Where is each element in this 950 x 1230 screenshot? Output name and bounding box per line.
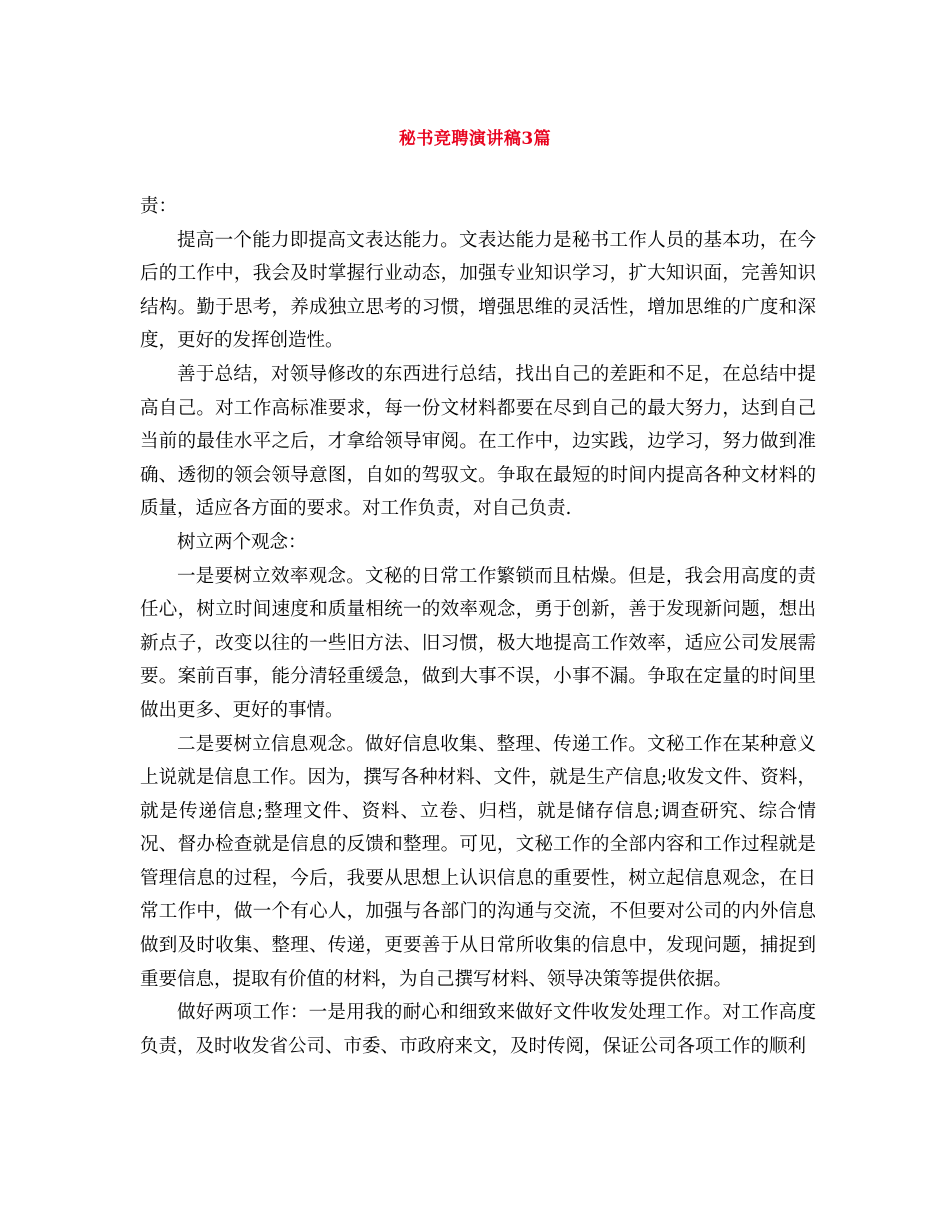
paragraph-1: 责： xyxy=(140,196,178,217)
paragraph-5: 一是要树立效率观念。文秘的日常工作繁锁而且枯燥。但是，我会用高度的责任心，树立时间速度和质量相统一的效率观念，勇于创新，善于发现新问题，想出新点子，改变以往的一些旧方法、旧习惯，极大地提高工作效率，适应公司发展需要。案前百事，能分清轻重缓急，做到大事不误，小事不漏。争取在定量的时间里做出更多、更好的事情。 xyxy=(140,565,816,721)
paragraph-6: 二是要树立信息观念。做好信息收集、整理、传递工作。文秘工作在某种意义上说就是信息工作。因为，撰写各种材料、文件，就是生产信息;收发文件、资料，就是传递信息;整理文件、资料、立卷、归档，就是储存信息;调查研究、综合情况、督办检查就是信息的反馈和整理。可见，文秘工作的全部内容和工作过程就是管理信息的过程，今后，我要从思想上认识信息的重要性，树立起信息观念，在日常工作中，做一个有心人，加强与各部门的沟通与交流，不但要对公司的内外信息做到及时收集、整理、传递，更要善于从日常所收集的信息中，发现问题，捕捉到重要信息，提取有价值的材料，为自己撰写材料、领导决策等提供依据。 xyxy=(140,733,816,990)
paragraph-4: 树立两个观念： xyxy=(177,531,307,553)
document-title: 秘书竞聘演讲稿3篇 xyxy=(398,129,552,149)
paragraph-7: 做好两项工作：一是用我的耐心和细致来做好文件收发处理工作。对工作高度负责，及时收发省公司、市委、市政府来文，及时传阅，保证公司各项工作的顺利 xyxy=(140,1002,816,1057)
paragraph-2: 提高一个能力即提高文表达能力。文表达能力是秘书工作人员的基本功，在今后的工作中，我会及时掌握行业动态，加强专业知识学习，扩大知识面，完善知识结构。勤于思考，养成独立思考的习惯，增强思维的灵活性，增加思维的广度和深度，更好的发挥创造性。 xyxy=(140,229,816,352)
paragraph-3: 善于总结，对领导修改的东西进行总结，找出自己的差距和不足，在总结中提高自己。对工作高标准要求，每一份文材料都要在尽到自己的最大努力，达到自己当前的最佳水平之后，才拿给领导审阅。在工作中，边实践，边学习，努力做到准确、透彻的领会领导意图，自如的驾驭文。争取在最短的时间内提高各种文材料的质量，适应各方面的要求。对工作负责，对自己负责. xyxy=(140,363,816,520)
document-body xyxy=(140,190,816,1063)
